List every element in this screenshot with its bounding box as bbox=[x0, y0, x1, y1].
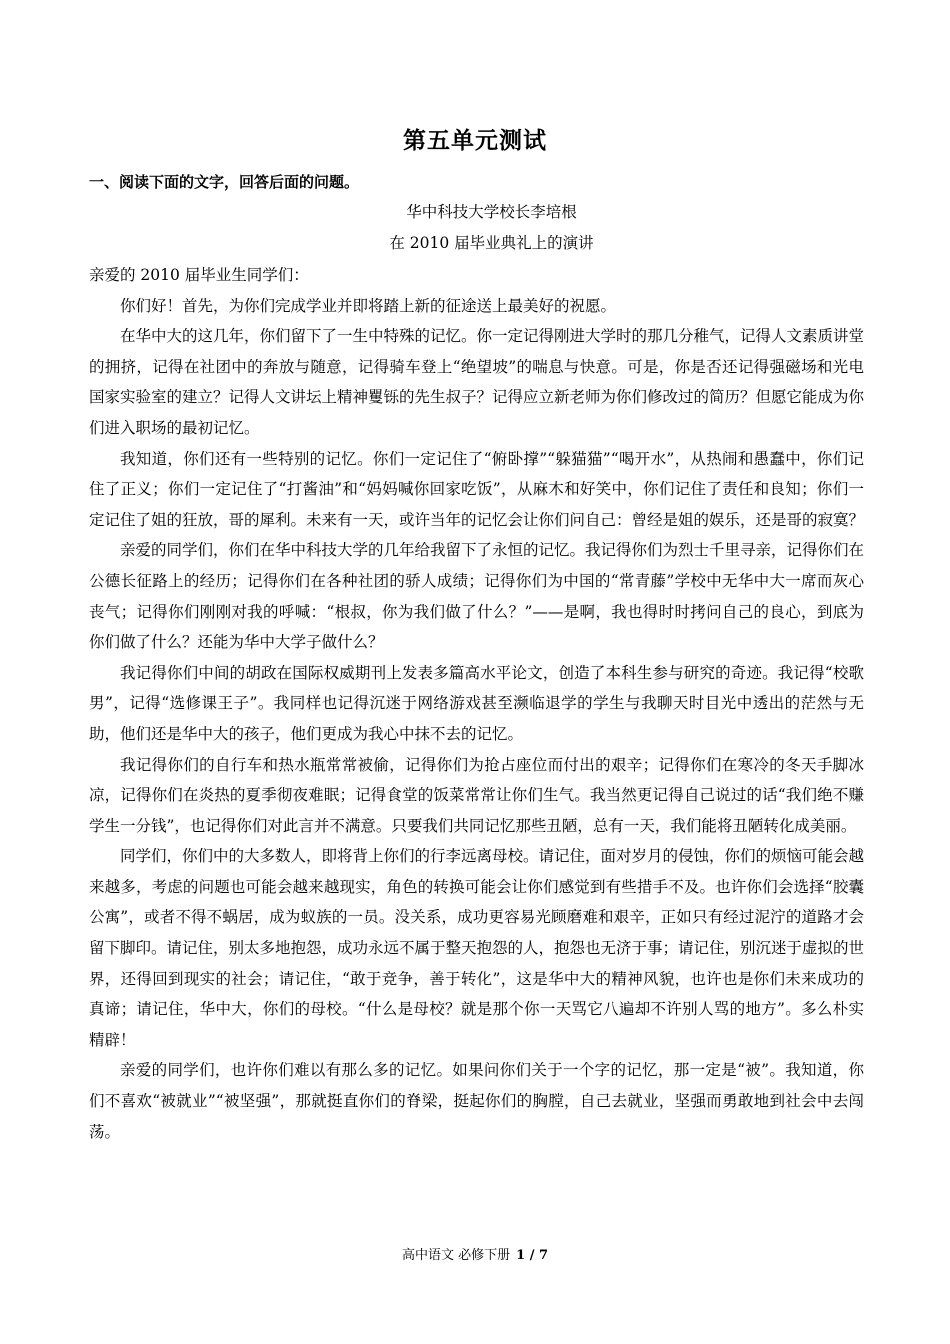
page-title: 第五单元测试 bbox=[403, 128, 547, 154]
occasion-line: 在 2010 届毕业典礼上的演讲 bbox=[389, 234, 594, 252]
speaker-line: 华中科技大学校长李培根 bbox=[406, 203, 577, 221]
page-footer bbox=[0, 1246, 950, 1266]
footer-course: 高中语文 必修下册 bbox=[401, 1248, 511, 1263]
paragraph-4: 亲爱的同学们，你们在华中科技大学的几年给我留下了永恒的记忆。我记得你们为烈士千里寻亲，记得你们在公德长征路上的经历；记得你们在各种社团的骄人成绩；记得你们为中国的“常青藤”学校中无华中大一席而灰心丧气；记得你们刚刚对我的呼喊：“根叔，你为我们做了什么？”——是啊，我也得时时拷问自己的良心，到底为你们做了什么？还能为华中大学子做什么？ bbox=[89, 541, 865, 652]
paragraph-6: 我记得你们的自行车和热水瓶常常被偷，记得你们为抢占座位而付出的艰辛；记得你们在寒冷的冬天手脚冰凉，记得你们在炎热的夏季彻夜难眠；记得食堂的饭菜常常让你们生气。我当然更记得自己说过的话“我们绝不赚学生一分钱”，也记得你们对此言并不满意。只要我们共同记忆那些丑陋，总有一天，我们能将丑陋转化成美丽。 bbox=[89, 755, 864, 835]
section-heading: 一、阅读下面的文字，回答后面的问题。 bbox=[89, 173, 360, 191]
salutation: 亲爱的 2010 届毕业生同学们： bbox=[89, 266, 309, 284]
paragraph-2: 在华中大的这几年，你们留下了一生中特殊的记忆。你一定记得刚进大学时的那几分稚气，记得人文素质讲堂的拥挤，记得在社团中的奔放与随意，记得骑车登上“绝望坡”的喘息与快意。可是，你是否还记得强磁场和光电国家实验室的建立？记得人文讲坛上精神矍铄的先生叔子？记得应立新老师为你们修改过的简历？但愿它能成为你们进入职场的最初记忆。 bbox=[89, 327, 865, 437]
speech-body bbox=[89, 260, 864, 1147]
paragraph-3: 我知道，你们还有一些特别的记忆。你们一定记住了“俯卧撑”“躲猫猫”“喝开水”，从热闹和愚蠢中，你们记住了正义；你们一定记住了“打酱油”和“妈妈喊你回家吃饭”，从麻木和好笑中，你们记住了责任和良知；你们一定记住了姐的狂放，哥的犀利。未来有一天，或许当年的记忆会让你们问自己：曾经是姐的娱乐，还是哥的寂寞？ bbox=[89, 449, 865, 529]
paragraph-5: 我记得你们中间的胡政在国际权威期刊上发表多篇高水平论文，创造了本科生参与研究的奇迹。我记得“校歌男”，记得“选修课王子”。我同样也记得沉迷于网络游戏甚至濒临退学的学生与我聊天时目光中透出的茫然与无助，他们还是华中大的孩子，他们更成为我心中抹不去的记忆。 bbox=[89, 663, 864, 743]
paragraph-1: 你们好！首先，为你们完成学业并即将踏上新的征途送上最美好的祝愿。 bbox=[120, 296, 617, 315]
paragraph-7: 同学们，你们中的大多数人，即将背上你们的行李远离母校。请记住，面对岁月的侵蚀，你们的烦恼可能会越来越多，考虑的问题也可能会越来越现实，角色的转换可能会让你们感觉到有些措手不及。也许你们会选择“胶囊公寓”，或者不得不蜗居，成为蚁族的一员。没关系，成功更容易光顾磨难和艰辛，正如只有经过泥泞的道路才会留下脚印。请记住，别太多地抱怨，成功永远不属于整天抱怨的人，抱怨也无济于事；请记住，别沉迷于虚拟的世界，还得回到现实的社会；请记住，“敢于竞争，善于转化”，这是华中大的精神风貌，也许也是你们未来成功的真谛；请记住，华中大，你们的母校。“什么是母校？就是那个你一天骂它八遍却不许别人骂的地方”。多么朴实精辟！ bbox=[89, 847, 865, 1049]
paragraph-8: 亲爱的同学们，也许你们难以有那么多的记忆。如果问你们关于一个字的记忆，那一定是“被”。我知道，你们不喜欢“被就业”“被坚强”，那就挺直你们的脊梁，挺起你们的胸膛，自己去就业，坚强而勇敢地到社会中去闯荡。 bbox=[89, 1061, 864, 1141]
footer-page-number: 1 / 7 bbox=[516, 1248, 549, 1263]
